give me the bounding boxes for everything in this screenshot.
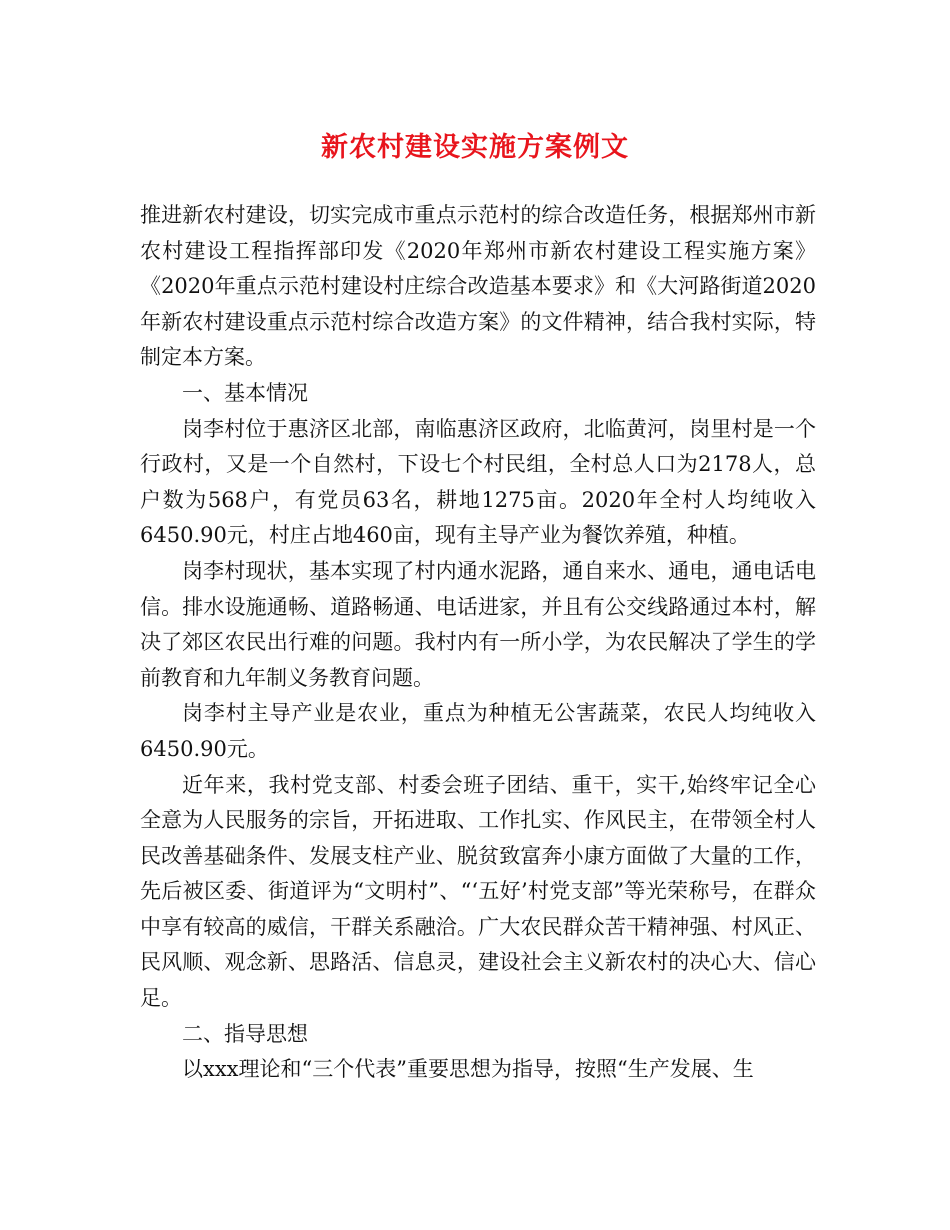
paragraph-recent-years: 近年来，我村党支部、村委会班子团结、重干，实干,始终牢记全心全意为人民服务的宗旨，开拓进取、工作扎实、作风民主，在带领全村人民改善基础条件、发展支柱产业、脱贫致富奔小康方面做了大量的工作，先后被区委、街道评为“文明村”、“‘五好’村党支部”等光荣称号，在群众中享有较高的威信，干群关系融洽。广大农民群众苦干精神强、村风正、民风顺、观念新、思路活、信息灵，建设社会主义新农村的决心大、信心足。: [140, 772, 816, 1011]
document-body: [140, 198, 816, 1088]
section-heading-guiding-ideology: 二、指导思想: [182, 1021, 308, 1046]
paragraph-village-overview: 岗李村位于惠济区北部，南临惠济区政府，北临黄河，岗里村是一个行政村，又是一个自然村，下设七个村民组，全村总人口为2178人，总户数为568户，有党员63名，耕地1275亩。2020年全村人均纯收入6450.90元，村庄占地460亩，现有主导产业为餐饮养殖，种植。: [140, 416, 816, 548]
paragraph-intro: 推进新农村建设，切实完成市重点示范村的综合改造任务，根据郑州市新农村建设工程指挥部印发《2020年郑州市新农村建设工程实施方案》《2020年重点示范村建设村庄综合改造基本要求》和《大河路街道2020年新农村建设重点示范村综合改造方案》的文件精神，结合我村实际，特制定本方案。: [140, 203, 816, 370]
paragraph-village-infrastructure: 岗李村现状，基本实现了村内通水泥路，通自来水、通电，通电话电信。排水设施通畅、道路畅通、电话进家，并且有公交线路通过本村，解决了郊区农民出行难的问题。我村内有一所小学，为农民解决了学生的学前教育和九年制义务教育问题。: [140, 558, 816, 690]
paragraph-main-industry: 岗李村主导产业是农业，重点为种植无公害蔬菜，农民人均纯收入6450.90元。: [140, 701, 816, 761]
paragraph-guiding-ideology: 以xxx理论和“三个代表”重要思想为指导，按照“生产发展、生: [182, 1057, 754, 1082]
document-title: 新农村建设实施方案例文: [321, 132, 629, 163]
section-heading-basic-situation: 一、基本情况: [182, 380, 308, 405]
